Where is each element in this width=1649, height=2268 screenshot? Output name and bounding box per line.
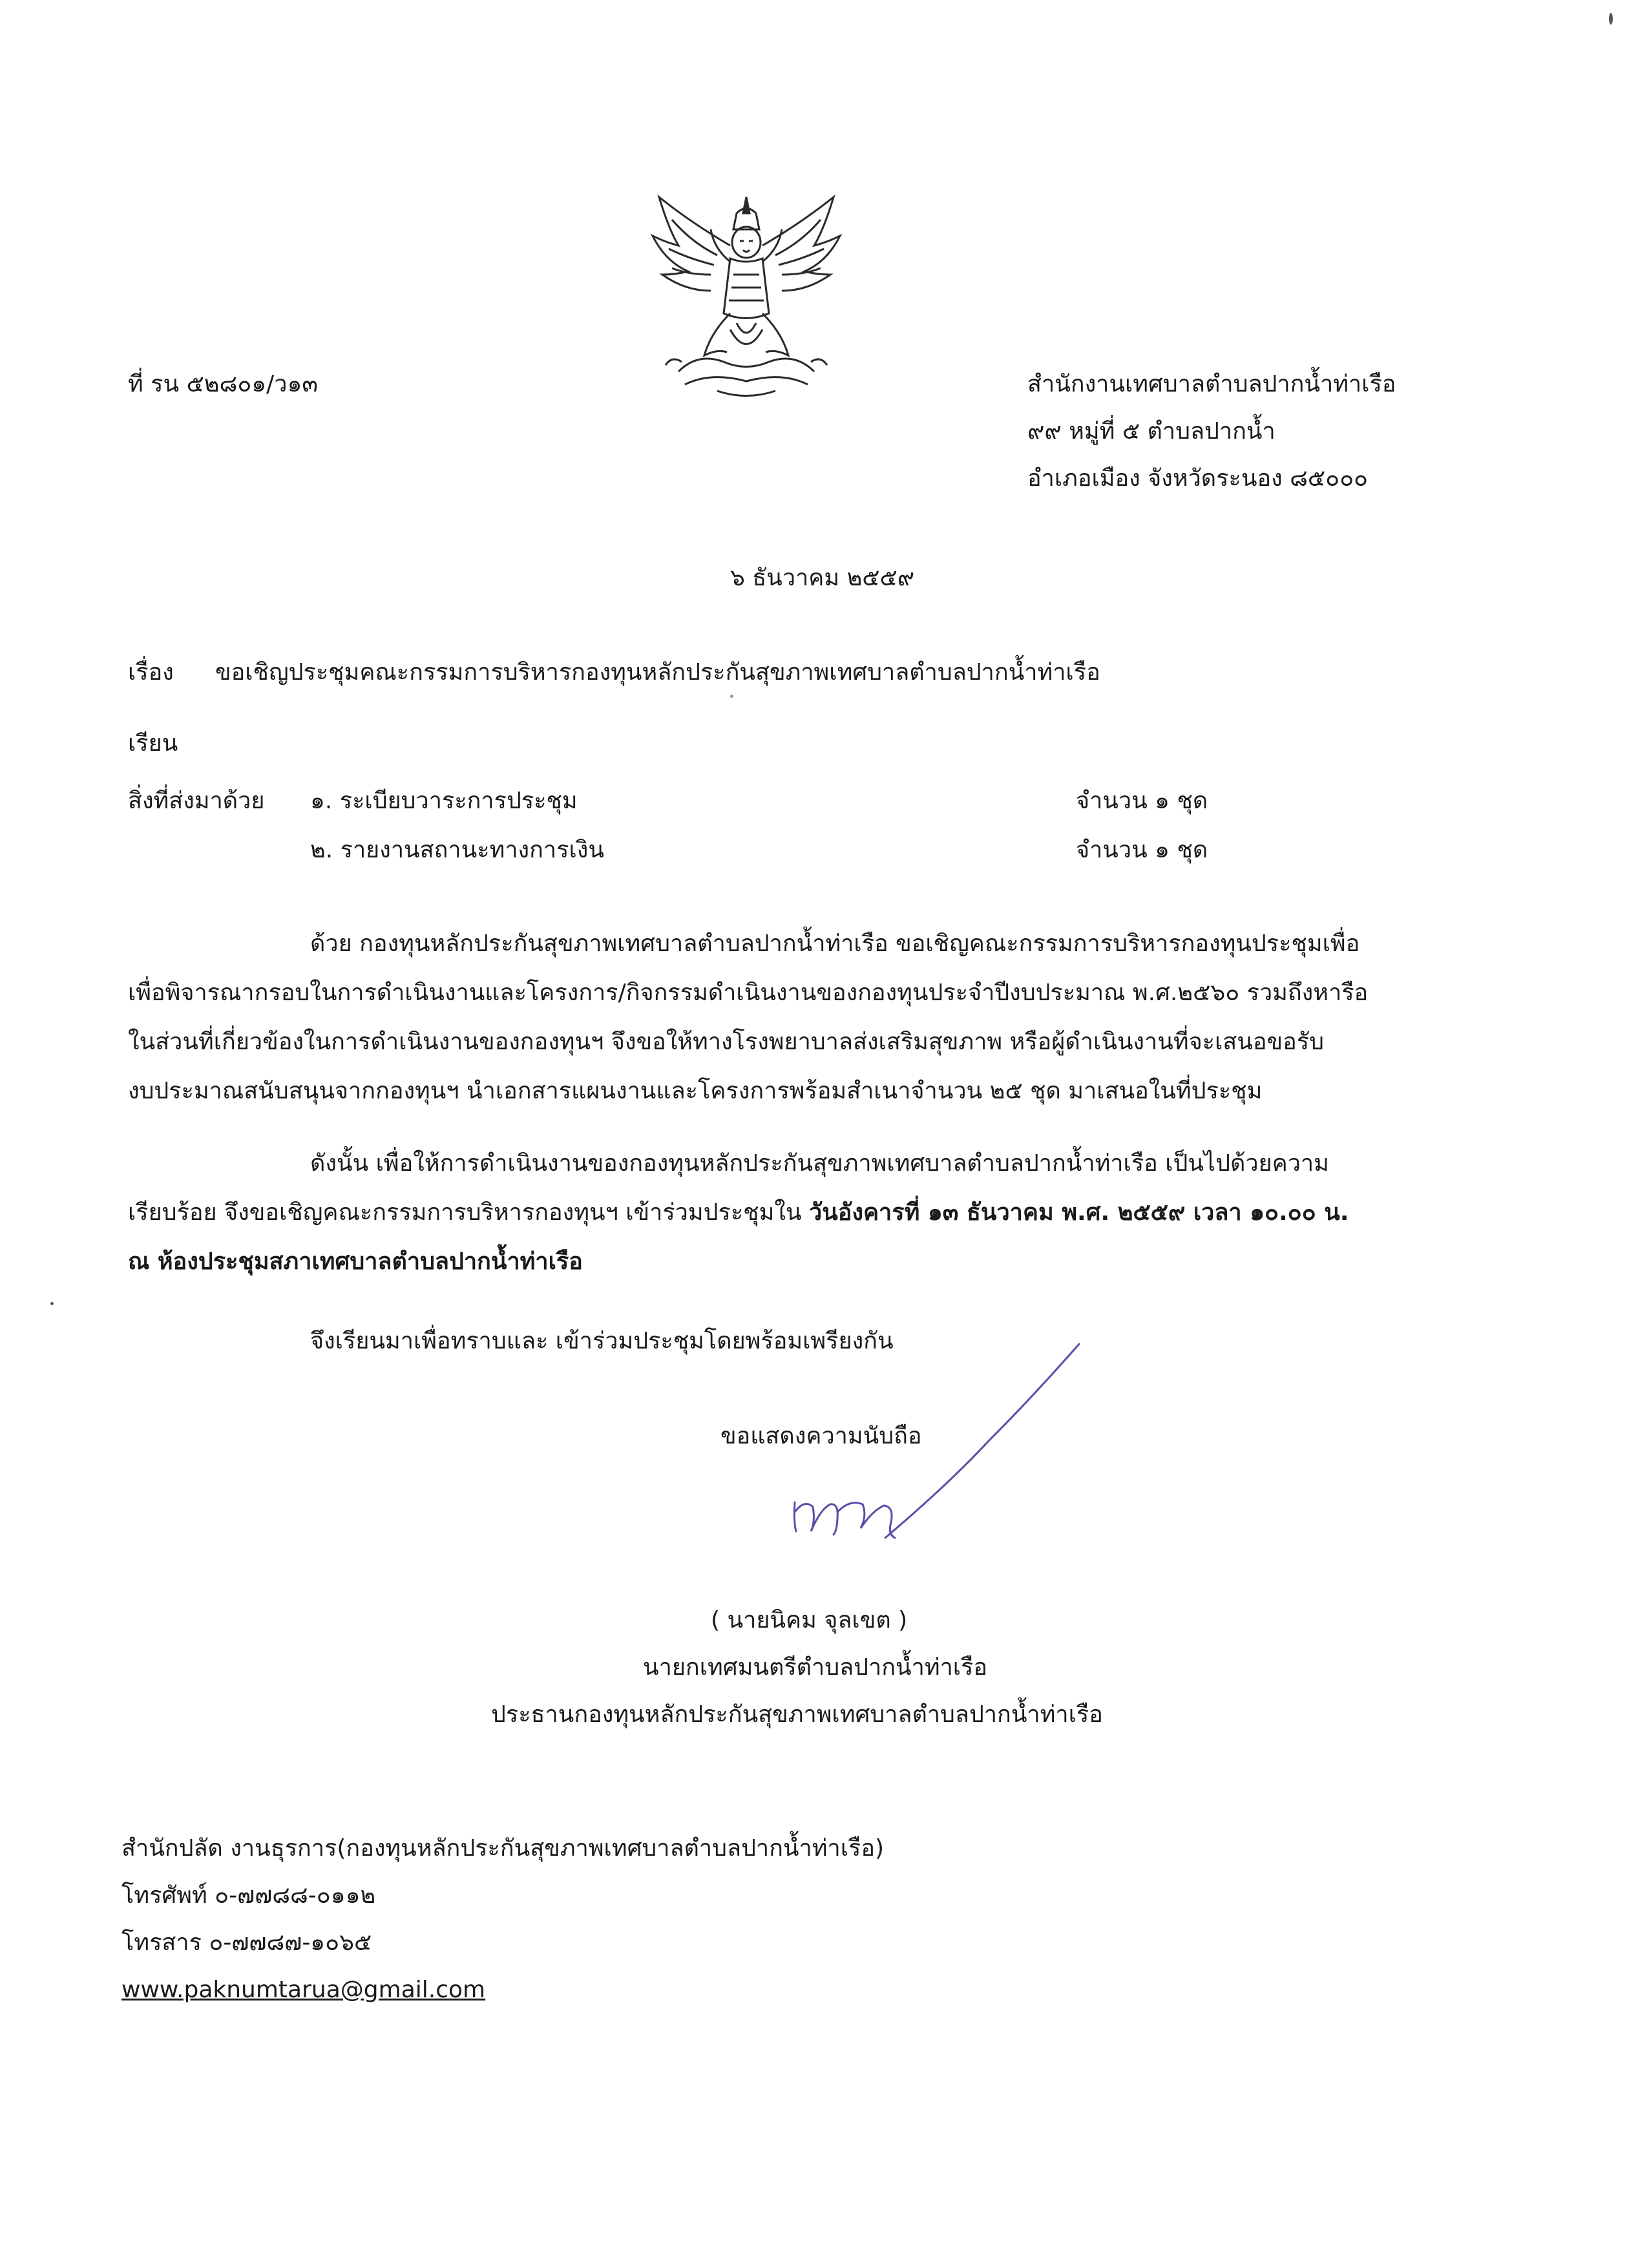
- enclosure-item-1: ๑. ระเบียบวาระการประชุม: [310, 788, 578, 814]
- office-address-line-3: อำเภอเมือง จังหวัดระนอง ๘๕๐๐๐: [1027, 465, 1369, 492]
- paragraph-1-line-4: งบประมาณสนับสนุนจากกองทุนฯ นำเอกสารแผนงานและโครงการพร้อมสำเนาจำนวน ๒๕ ชุด มาเสนอในที่ประชุม: [128, 1078, 1263, 1104]
- paragraph-1-line-3: ในส่วนที่เกี่ยวข้องในการดำเนินงานของกองทุนฯ จึงขอให้ทางโรงพยาบาลส่งเสริมสุขภาพ หรือผู้ดำเนินงานที่จะเสนอขอรับ: [128, 1029, 1324, 1055]
- footer-fax: โทรสาร ๐-๗๗๘๗-๑๐๖๕: [121, 1929, 372, 1956]
- enclosure-quantity-1: จำนวน ๑ ชุด: [1076, 788, 1208, 814]
- garuda-emblem-icon: [640, 184, 853, 407]
- scan-speck: [1609, 13, 1613, 25]
- enclosure-quantity-2: จำนวน ๑ ชุด: [1076, 837, 1208, 863]
- office-address-line-2: ๙๙ หมู่ที่ ๕ ตำบลปากน้ำ: [1027, 418, 1276, 445]
- footer-email-link[interactable]: www.paknumtarua@gmail.com: [121, 1977, 486, 2003]
- scan-speck: [50, 1302, 54, 1305]
- paragraph-1-line-2: เพื่อพิจารณากรอบในการดำเนินงานและโครงการ/กิจกรรมดำเนินงานของกองทุนประจำปีงบประมาณ พ.ศ.๒๕๖๐ รวมถึงหารือ: [128, 980, 1369, 1006]
- signer-position-1: นายกเทศมนตรีตำบลปากน้ำท่าเรือ: [643, 1654, 988, 1681]
- footer-office: สำนักปลัด งานธุรการ(กองทุนหลักประกันสุขภาพเทศบาลตำบลปากน้ำท่าเรือ): [121, 1835, 885, 1862]
- scan-speck: [730, 695, 733, 698]
- signer-name: ( นายนิคม จุลเขต ): [711, 1607, 908, 1633]
- recipient-label: เรียน: [128, 730, 178, 757]
- closing-line: จึงเรียนมาเพื่อทราบและ เข้าร่วมประชุมโดยพร้อมเพรียงกัน: [310, 1328, 894, 1354]
- paragraph-2-line-2: [128, 1201, 1349, 1224]
- paragraph-1-line-1: ด้วย กองทุนหลักประกันสุขภาพเทศบาลตำบลปากน้ำท่าเรือ ขอเชิญคณะกรรมการบริหารกองทุนประชุมเพื่อ: [310, 930, 1360, 957]
- enclosure-item-2: ๒. รายงานสถานะทางการเงิน: [310, 837, 604, 863]
- paragraph-2-line-2-text: เรียบร้อย จึงขอเชิญคณะกรรมการบริหารกองทุนฯ เข้าร่วมประชุมใน: [128, 1199, 809, 1226]
- regards-text: ขอแสดงความนับถือ: [720, 1423, 922, 1449]
- subject-label: เรื่อง: [128, 659, 174, 686]
- office-address-line-1: สำนักงานเทศบาลตำบลปากน้ำท่าเรือ: [1027, 371, 1396, 397]
- meeting-datetime: วันอังคารที่ ๑๓ ธันวาคม พ.ศ. ๒๕๕๙ เวลา ๑๐.๐๐ น.: [808, 1199, 1349, 1226]
- meeting-location: ณ ห้องประชุมสภาเทศบาลตำบลปากน้ำท่าเรือ: [128, 1248, 583, 1275]
- handwritten-signature: [775, 1338, 1098, 1557]
- letter-date: ๖ ธันวาคม ๒๕๕๙: [730, 565, 915, 591]
- subject-text: ขอเชิญประชุมคณะกรรมการบริหารกองทุนหลักประกันสุขภาพเทศบาลตำบลปากน้ำท่าเรือ: [215, 659, 1100, 686]
- reference-number: ที่ รน ๕๒๘๐๑/ว๑๓: [128, 371, 318, 397]
- enclosures-label: สิ่งที่ส่งมาด้วย: [128, 788, 265, 814]
- paragraph-2-line-1: ดังนั้น เพื่อให้การดำเนินงานของกองทุนหลักประกันสุขภาพเทศบาลตำบลปากน้ำท่าเรือ เป็นไปด้วยความ: [310, 1150, 1329, 1177]
- footer-telephone: โทรศัพท์ ๐-๗๗๘๘-๐๑๑๒: [121, 1882, 376, 1909]
- signer-position-2: ประธานกองทุนหลักประกันสุขภาพเทศบาลตำบลปากน้ำท่าเรือ: [491, 1701, 1103, 1728]
